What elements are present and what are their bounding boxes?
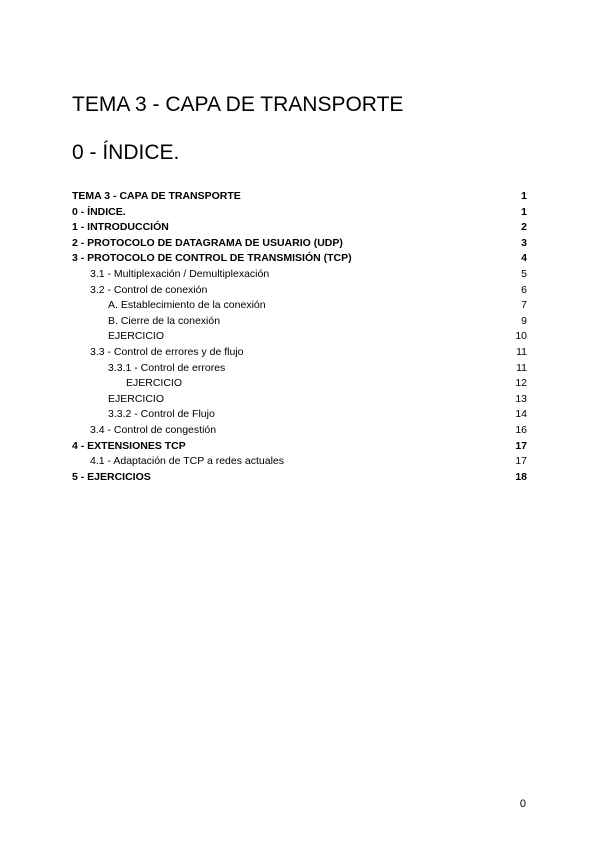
toc-entry-page: 3 — [521, 236, 527, 249]
toc-entry-page: 9 — [521, 314, 527, 327]
toc-entry[interactable] — [72, 407, 527, 423]
toc-entry-label: EJERCICIO — [108, 330, 165, 343]
index-heading: 0 - ÍNDICE. — [72, 141, 180, 164]
toc-entry-label: 3.1 - Multiplexación / Demultiplexación — [90, 267, 270, 280]
toc-entry-page: 18 — [515, 470, 527, 483]
toc-entry[interactable] — [72, 298, 527, 314]
toc-entry[interactable] — [72, 345, 527, 361]
toc-entry-label: A. Establecimiento de la conexión — [108, 299, 266, 312]
toc-entry[interactable] — [72, 376, 527, 392]
toc-entry[interactable] — [72, 470, 527, 486]
toc-entry-page: 7 — [521, 299, 527, 312]
toc-entry-label: B. Cierre de la conexión — [108, 314, 221, 327]
toc-entry-label: 3.3.1 - Control de errores — [108, 361, 226, 374]
toc-entry-page: 14 — [515, 408, 527, 421]
toc-entry-label: 3.3.2 - Control de Flujo — [108, 408, 215, 421]
toc-entry-page: 6 — [521, 283, 527, 296]
toc-entry-page: 16 — [515, 423, 527, 436]
toc-entry[interactable] — [72, 329, 527, 345]
toc-entry-page: 17 — [515, 439, 527, 452]
toc-entry-page: 12 — [515, 377, 527, 390]
toc-entry-label: 2 - PROTOCOLO DE DATAGRAMA DE USUARIO (UDP) — [72, 236, 343, 249]
toc-entry-label: EJERCICIO — [108, 392, 165, 405]
toc-entry-label: EJERCICIO — [126, 377, 183, 390]
toc-entry-label: 0 - ÍNDICE. — [72, 205, 126, 218]
toc-entry-label: 3.3 - Control de errores y de flujo — [90, 345, 244, 358]
toc-entry-label: 4.1 - Adaptación de TCP a redes actuales — [90, 455, 284, 468]
document-title: TEMA 3 - CAPA DE TRANSPORTE — [72, 93, 404, 116]
toc-entry-page: 2 — [521, 221, 527, 234]
toc-entry-label: 5 - EJERCICIOS — [72, 470, 151, 483]
toc-entry-label: TEMA 3 - CAPA DE TRANSPORTE — [72, 190, 241, 202]
toc-entry-page: 1 — [521, 190, 527, 202]
table-of-contents — [72, 189, 527, 485]
toc-entry[interactable] — [72, 314, 527, 330]
toc-entry-label: 1 - INTRODUCCIÓN — [72, 221, 169, 234]
toc-entry[interactable] — [72, 283, 527, 299]
toc-entry[interactable] — [72, 361, 527, 377]
toc-entry-page: 11 — [516, 361, 527, 374]
toc-entry[interactable] — [72, 220, 527, 236]
toc-entry[interactable] — [72, 392, 527, 408]
page-number: 0 — [519, 798, 526, 810]
toc-entry-label: 3 - PROTOCOLO DE CONTROL DE TRANSMISIÓN (TCP) — [72, 252, 352, 265]
toc-entry-label: 3.2 - Control de conexión — [90, 283, 208, 296]
toc-entry[interactable] — [72, 423, 527, 439]
toc-entry-page: 10 — [515, 330, 527, 343]
toc-entry-label: 3.4 - Control de congestión — [90, 423, 217, 436]
toc-entry[interactable] — [72, 267, 527, 283]
toc-entry-page: 1 — [521, 205, 527, 218]
toc-entry-label: 4 - EXTENSIONES TCP — [72, 439, 186, 452]
toc-entry-page: 17 — [515, 455, 527, 468]
toc-entry-page: 13 — [515, 392, 527, 405]
toc-entry[interactable] — [72, 236, 527, 252]
toc-entry-page: 11 — [516, 345, 527, 358]
toc-entry-page: 4 — [521, 252, 527, 265]
toc-entry[interactable] — [72, 251, 527, 267]
toc-entry-page: 5 — [521, 267, 527, 280]
toc-entry[interactable] — [72, 439, 527, 455]
toc-entry[interactable] — [72, 189, 527, 205]
toc-entry[interactable] — [72, 454, 527, 470]
toc-entry[interactable] — [72, 205, 527, 221]
